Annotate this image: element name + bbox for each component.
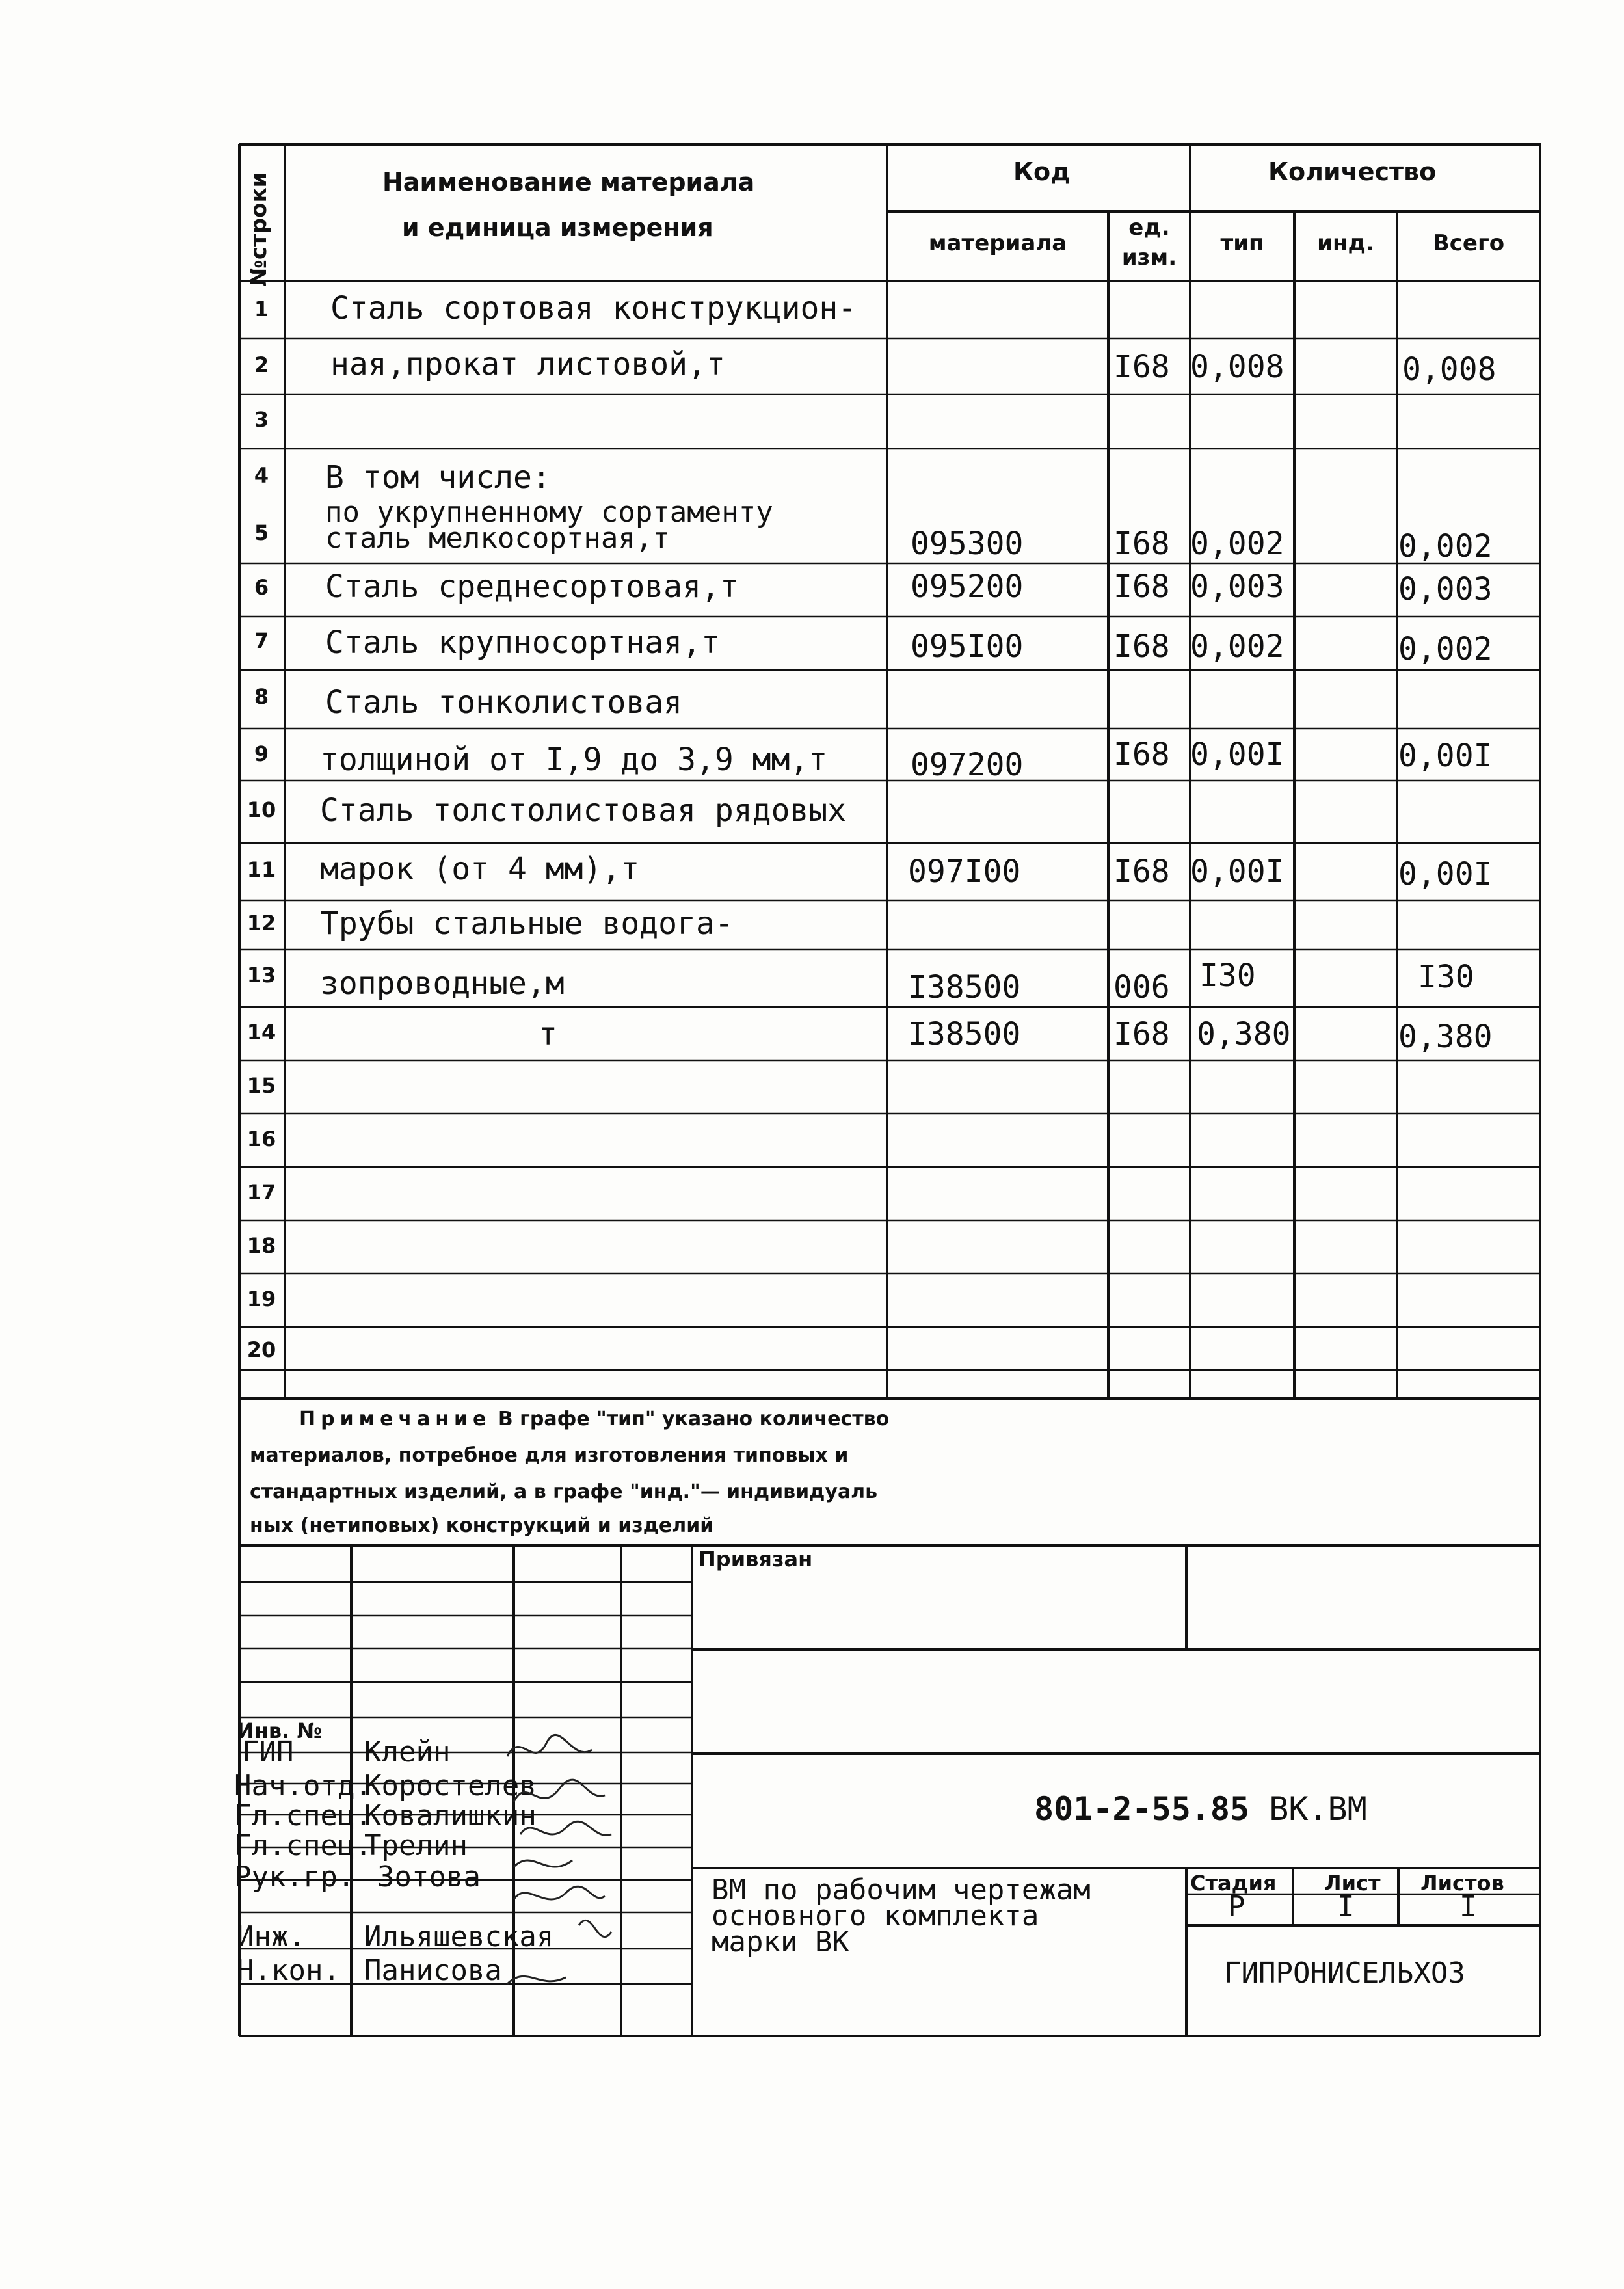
sheet-value: I (1337, 1890, 1355, 1923)
row-number: 14 (246, 1020, 276, 1045)
material-code: 097200 (911, 747, 1024, 783)
unit-code: 006 (1113, 969, 1170, 1006)
stage-label: Стадия (1190, 1871, 1277, 1895)
row-number: 12 (246, 911, 276, 935)
total-quantity: I30 (1418, 959, 1474, 995)
staff-name: Зотова (377, 1860, 481, 1894)
note-line3: стандартных изделий, а в графе "инд."— индивидуаль (250, 1480, 878, 1503)
material-name: Сталь толстолистовая рядовых (320, 792, 847, 829)
unit-code: I68 (1113, 853, 1170, 890)
document-code (1034, 1790, 1367, 1828)
inventory-number-label: Инв. № (237, 1719, 322, 1743)
unit-code: I68 (1113, 526, 1170, 562)
total-quantity: 0,002 (1398, 528, 1493, 565)
staff-role: Нач.отд. (234, 1769, 372, 1802)
total-quantity: 0,003 (1398, 571, 1493, 608)
sheets-value: I (1459, 1890, 1477, 1923)
total-quantity: 0,002 (1398, 631, 1493, 667)
type-quantity: 0,00I (1190, 736, 1285, 773)
type-quantity: 0,380 (1197, 1016, 1291, 1052)
row-number: 5 (254, 520, 269, 545)
row-number: 18 (246, 1233, 276, 1258)
quantity-header: Количество (1268, 157, 1437, 186)
attached-label: Привязан (699, 1547, 813, 1572)
row-number: 16 (246, 1127, 276, 1151)
material-name: зопроводные,м (320, 965, 565, 1002)
unit-code: I68 (1113, 1016, 1170, 1052)
material-code: 097I00 (908, 853, 1021, 890)
total-quantity: 0,00I (1398, 738, 1493, 774)
unit-code: I68 (1113, 736, 1170, 773)
type-quantity: 0,002 (1190, 526, 1285, 562)
material-name: марок (от 4 мм),т (320, 851, 640, 887)
staff-name: Клейн (364, 1735, 451, 1769)
total-quantity: 0,380 (1398, 1019, 1493, 1055)
row-number: 4 (254, 463, 269, 488)
row-number: 10 (246, 797, 276, 822)
unit-code: I68 (1113, 349, 1170, 385)
type-quantity: 0,00I (1190, 853, 1285, 890)
type-quantity: 0,002 (1190, 628, 1285, 665)
total-quantity: 0,00I (1398, 856, 1493, 892)
sheets-label: Листов (1420, 1871, 1504, 1895)
row-number: 6 (254, 575, 269, 600)
row-number: 3 (254, 407, 269, 432)
material-name: В том числе: (325, 459, 551, 496)
row-number: 11 (246, 857, 276, 882)
staff-role: Гл.спец. (234, 1829, 372, 1862)
unit-header-line2: изм. (1121, 245, 1177, 271)
signatures (494, 1730, 624, 2003)
material-name: т (539, 1016, 557, 1052)
material-name: ная,прокат листовой,т (330, 346, 725, 382)
material-name: Трубы стальные водога- (320, 905, 734, 942)
type-quantity: 0,008 (1190, 349, 1285, 385)
name-header-line1: Наименование материала (382, 168, 755, 196)
total-header: Всего (1432, 230, 1505, 256)
material-code: 095I00 (911, 628, 1024, 665)
staff-role: Инж. (237, 1920, 306, 1953)
unit-code: I68 (1113, 569, 1170, 605)
name-header-line2: и единица измерения (402, 213, 713, 242)
document-title-line2: основного комплекта (712, 1899, 1039, 1933)
staff-name: Ильяшевская (364, 1920, 554, 1953)
ind-header: инд. (1317, 230, 1374, 256)
material-name: Сталь тонколистовая (325, 684, 683, 721)
staff-role: ГИП (242, 1735, 294, 1769)
organization-name: ГИПРОНИСЕЛЬХОЗ (1224, 1957, 1465, 1990)
total-quantity: 0,008 (1402, 351, 1497, 388)
material-name: Сталь сортовая конструкцион- (330, 290, 857, 327)
row-number: 8 (254, 684, 269, 709)
row-number: 20 (246, 1337, 276, 1362)
note-line4: ных (нетиповых) конструкций и изделий (250, 1514, 714, 1537)
material-name: Сталь среднесортовая,т (325, 569, 739, 605)
staff-name: Ковалишкин (364, 1799, 537, 1832)
document-number: 801-2-55.85 (1034, 1790, 1250, 1828)
note-line1 (299, 1401, 889, 1438)
note-line2: материалов, потребное для изготовления типовых и (250, 1444, 849, 1467)
sheet-label: Лист (1324, 1871, 1381, 1895)
row-number: 17 (246, 1180, 276, 1205)
unit-code: I68 (1113, 628, 1170, 665)
row-number: 15 (246, 1073, 276, 1098)
note-text: В графе "тип" указано количество (498, 1408, 890, 1430)
material-name: толщиной от I,9 до 3,9 мм,т (320, 742, 828, 778)
material-name: Сталь крупносортная,т (325, 624, 720, 661)
note-title: Примечание (299, 1408, 492, 1430)
staff-role: Рук.гр. (234, 1860, 355, 1894)
material-code: I38500 (908, 969, 1021, 1006)
staff-name: Трелин (364, 1829, 468, 1862)
staff-name: Панисова (364, 1954, 502, 1987)
row-number-header: №строки (246, 172, 272, 286)
staff-role: Н.кон. (237, 1954, 340, 1987)
row-number: 2 (254, 353, 269, 377)
material-name: по укрупненному сортаменту (325, 496, 773, 529)
row-number: 1 (254, 297, 269, 321)
document-suffix: ВК.ВМ (1269, 1790, 1367, 1828)
stage-value: Р (1228, 1890, 1245, 1923)
document-title-line3: марки ВК (712, 1925, 849, 1959)
document-title-line1: ВМ по рабочим чертежам (712, 1873, 1091, 1907)
unit-header-line1: ед. (1128, 215, 1170, 241)
material-code: 095300 (911, 526, 1024, 562)
row-number: 13 (246, 963, 276, 987)
code-header: Код (1013, 157, 1071, 186)
staff-name: Коростелев (364, 1769, 537, 1802)
row-number: 19 (246, 1287, 276, 1311)
type-quantity: 0,003 (1190, 569, 1285, 605)
row-number: 9 (254, 742, 269, 766)
type-quantity: I30 (1199, 957, 1256, 994)
type-header: тип (1220, 230, 1264, 256)
staff-role: Гл.спец. (234, 1799, 372, 1832)
row-number: 7 (254, 628, 269, 653)
material-code: 095200 (911, 569, 1024, 605)
material-code-header: материала (928, 230, 1067, 256)
material-name-cont: сталь мелкосортная,т (325, 522, 670, 555)
material-code: I38500 (908, 1016, 1021, 1052)
